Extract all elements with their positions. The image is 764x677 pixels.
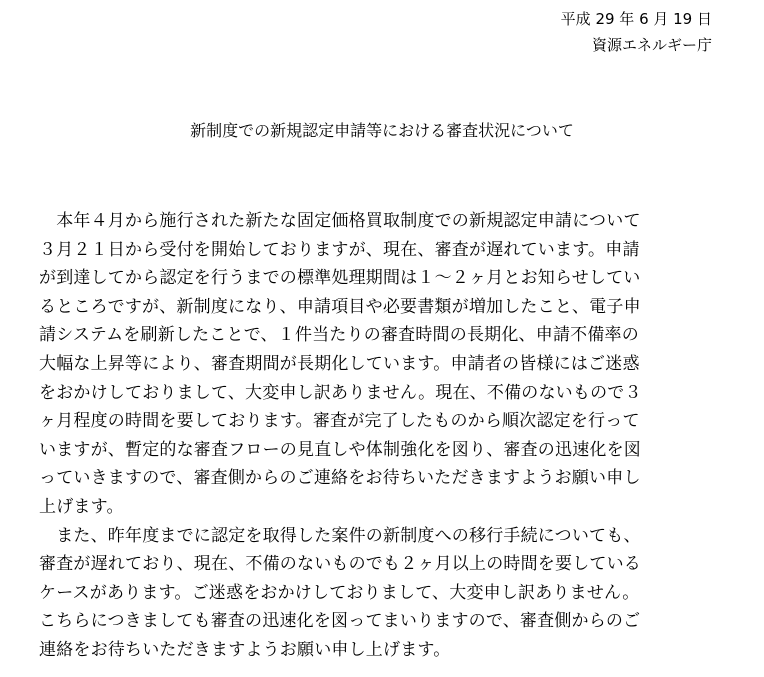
paragraph-line: ヶ月程度の時間を要しております。審査が完了したものから順次認定を行って: [39, 411, 640, 432]
paragraph-line: 請システムを刷新したことで、１件当たりの審査時間の長期化、申請不備率の: [39, 325, 639, 346]
paragraph-line: っていきますので、審査側からのご連絡をお待ちいただきますようお願い申し: [39, 468, 641, 489]
paragraph-line: が到達してから認定を行うまでの標準処理期間は１～２ヶ月とお知らせしてい: [39, 268, 641, 289]
paragraph-2: [39, 522, 739, 665]
paragraph-line: ３月２１日から受付を開始しておりますが、現在、審査が遅れています。申請: [39, 239, 640, 260]
paragraph-line: るところですが、新制度になり、申請項目や必要書類が増加したこと、電子申: [39, 296, 641, 317]
paragraph-line: 本年４月から施行された新たな固定価格買取制度での新規認定申請について: [39, 211, 641, 231]
paragraph-line: こちらにつきましても審査の迅速化を図ってまいりますので、審査側からのご: [39, 611, 641, 632]
paragraph-line: 連絡をお待ちいただきますようお願い申し上げます。: [39, 639, 451, 660]
paragraph-line: ケースがあります。ご迷惑をおかけしておりまして、大変申し訳ありません。: [39, 582, 640, 603]
paragraph-line: 審査が遅れており、現在、不備のないものでも２ヶ月以上の時間を要している: [39, 554, 641, 575]
document-body: [39, 207, 739, 665]
document-header: [561, 6, 712, 58]
paragraph-line: 大幅な上昇等により、審査期間が長期化しています。申請者の皆様にはご迷惑: [39, 353, 640, 374]
document-title: 新制度での新規認定申請等における審査状況について: [190, 121, 574, 140]
paragraph-line: いますが、暫定的な審査フローの見直しや体制強化を図り、審査の迅速化を図: [39, 439, 641, 460]
paragraph-1: [39, 207, 739, 522]
issuing-agency: 資源エネルギー庁: [591, 36, 712, 54]
issue-date: 平成 29 年 6 月 19 日: [560, 10, 712, 28]
paragraph-line: また、昨年度までに認定を取得した案件の新制度への移行手続についても、: [39, 525, 641, 546]
paragraph-line: をおかけしておりまして、大変申し訳ありません。現在、不備のないもので３: [39, 382, 642, 403]
paragraph-line: 上げます。: [39, 496, 124, 517]
